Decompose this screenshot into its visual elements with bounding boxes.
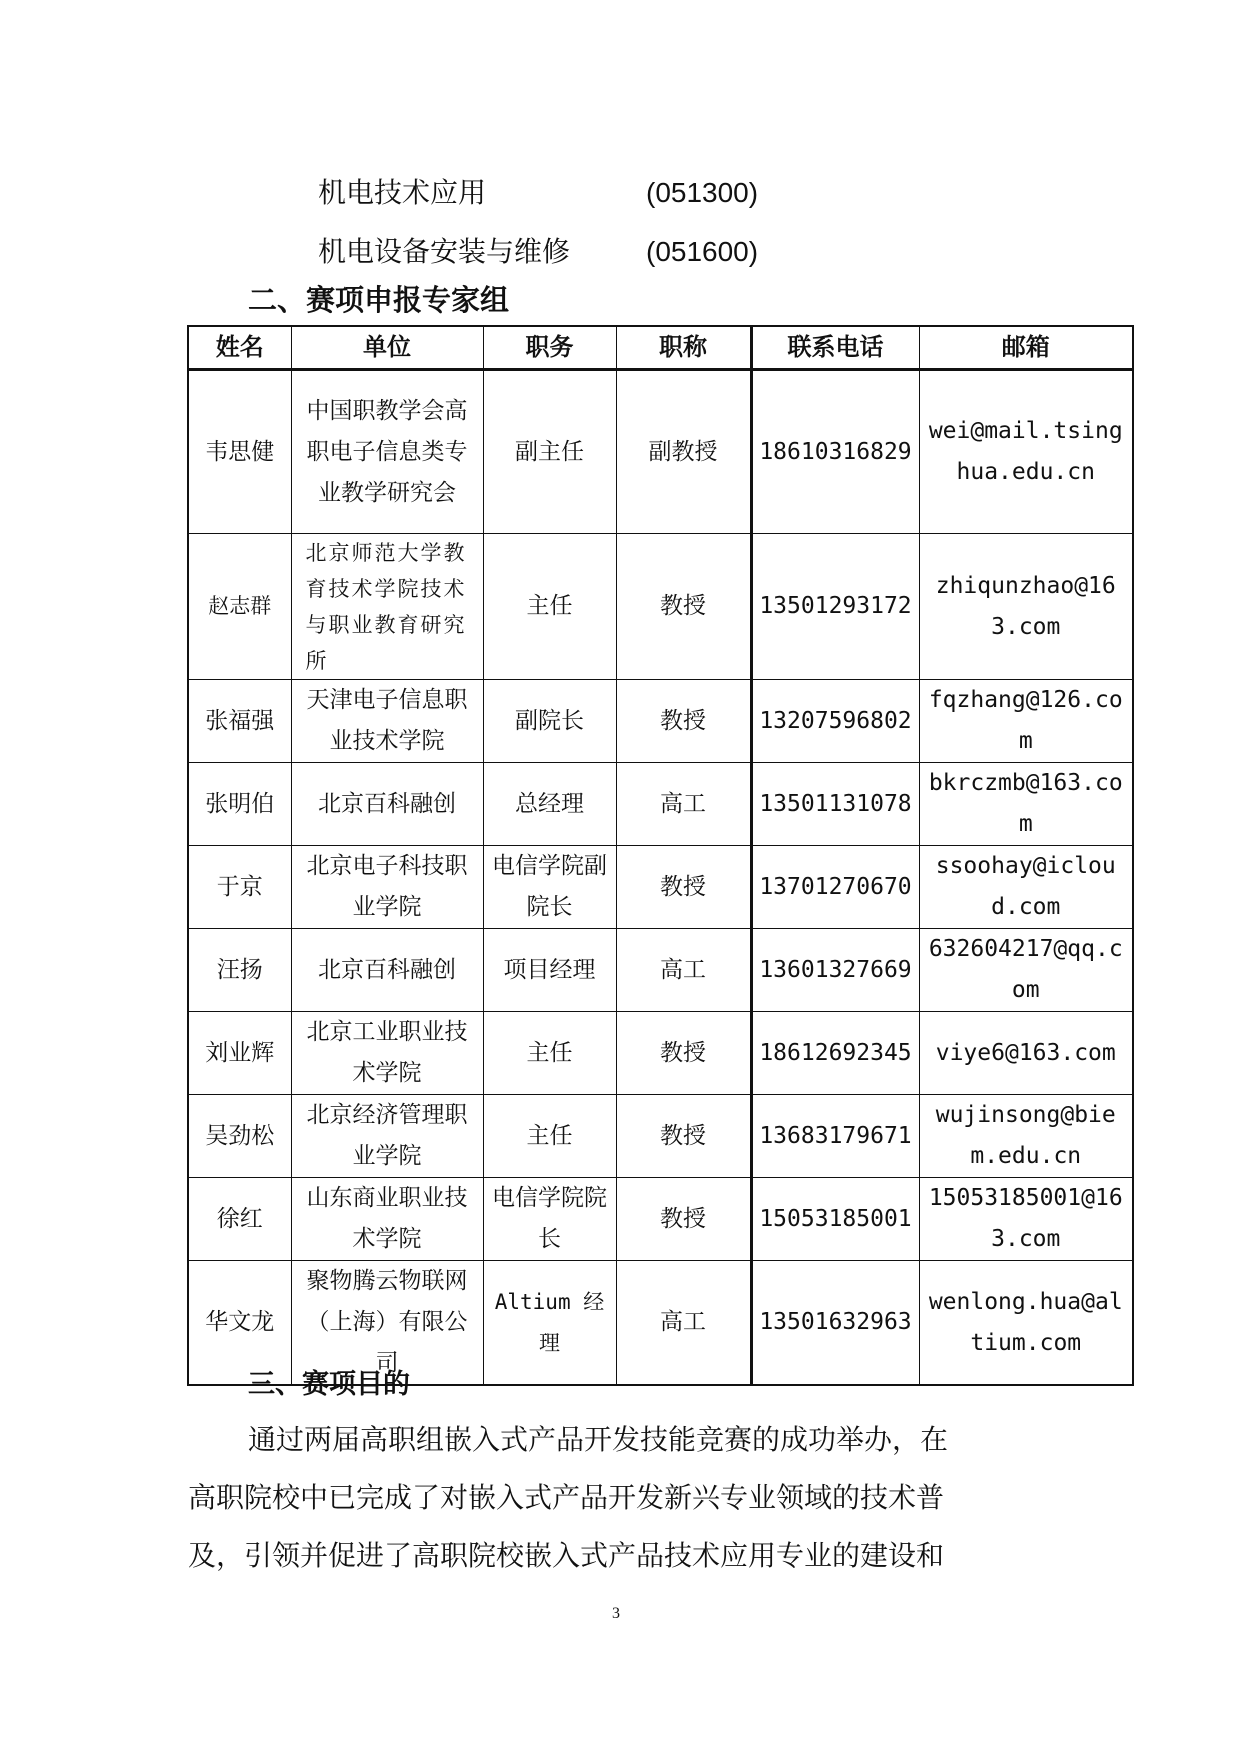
table-row [188, 929, 1133, 1012]
cell-unit: 天津电子信息职业技术学院 [291, 680, 483, 763]
cell-email: wenlong.hua@altium.com [919, 1261, 1133, 1386]
section-heading-expert-group: 二、赛项申报专家组 [248, 283, 510, 317]
cell-unit: 北京工业职业技术学院 [291, 1012, 483, 1095]
cell-email: 15053185001@163.com [919, 1178, 1133, 1261]
cell-email: wujinsong@biem.edu.cn [919, 1095, 1133, 1178]
cell-email: 632604217@qq.com [919, 929, 1133, 1012]
table-row [188, 1095, 1133, 1178]
cell-phone: 18610316829 [751, 370, 919, 534]
cell-name: 刘业辉 [188, 1012, 291, 1095]
cell-email: viye6@163.com [919, 1012, 1133, 1095]
cell-name: 于京 [188, 846, 291, 929]
column-header-name: 姓名 [188, 326, 291, 370]
table-row [188, 370, 1133, 534]
cell-email: wei@mail.tsinghua.edu.cn [919, 370, 1133, 534]
column-header-title: 职称 [616, 326, 751, 370]
paragraph-line: 通过两届高职组嵌入式产品开发技能竞赛的成功举办，在 [248, 1423, 949, 1456]
cell-name: 吴劲松 [188, 1095, 291, 1178]
cell-phone: 15053185001 [751, 1178, 919, 1261]
table-header-row [188, 326, 1133, 370]
cell-phone: 13683179671 [751, 1095, 919, 1178]
column-header-email: 邮箱 [919, 326, 1133, 370]
cell-title: 教授 [616, 846, 751, 929]
cell-title: 高工 [616, 1261, 751, 1386]
cell-position: 主任 [483, 1095, 616, 1178]
cell-position: 总经理 [483, 763, 616, 846]
cell-position: 电信学院院长 [483, 1178, 616, 1261]
page-number: 3 [612, 1605, 620, 1622]
major-code: (051300) [646, 177, 759, 208]
table-row [188, 763, 1133, 846]
cell-title: 高工 [616, 929, 751, 1012]
table-row [188, 1012, 1133, 1095]
column-header-unit: 单位 [291, 326, 483, 370]
cell-email: ssoohay@icloud.com [919, 846, 1133, 929]
cell-title: 副教授 [616, 370, 751, 534]
cell-name: 华文龙 [188, 1261, 291, 1386]
major-name: 机电技术应用 [318, 176, 487, 209]
table-row [188, 1178, 1133, 1261]
cell-title: 教授 [616, 680, 751, 763]
cell-position: 主任 [483, 534, 616, 680]
paragraph-line: 及，引领并促进了高职院校嵌入式产品技术应用专业的建设和 [188, 1539, 945, 1572]
cell-name: 韦思健 [188, 370, 291, 534]
cell-unit: 中国职教学会高职电子信息类专业教学研究会 [291, 370, 483, 534]
major-name: 机电设备安装与维修 [318, 235, 571, 268]
table-row [188, 680, 1133, 763]
section-heading-purpose: 三、赛项目的 [248, 1369, 410, 1400]
cell-phone: 13501131078 [751, 763, 919, 846]
cell-email: zhiqunzhao@163.com [919, 534, 1133, 680]
cell-unit: 聚物腾云物联网（上海）有限公司 [291, 1261, 483, 1386]
cell-unit: 北京经济管理职业学院 [291, 1095, 483, 1178]
cell-phone: 13207596802 [751, 680, 919, 763]
cell-position: 主任 [483, 1012, 616, 1095]
cell-unit: 山东商业职业技术学院 [291, 1178, 483, 1261]
cell-position: 副院长 [483, 680, 616, 763]
table-row [188, 846, 1133, 929]
cell-title: 高工 [616, 763, 751, 846]
cell-phone: 13501632963 [751, 1261, 919, 1386]
cell-phone: 13501293172 [751, 534, 919, 680]
cell-name: 赵志群 [188, 534, 291, 680]
cell-unit: 北京电子科技职业学院 [291, 846, 483, 929]
table-row [188, 534, 1133, 680]
cell-phone: 13701270670 [751, 846, 919, 929]
cell-email: bkrczmb@163.com [919, 763, 1133, 846]
cell-position: 电信学院副院长 [483, 846, 616, 929]
cell-email: fqzhang@126.com [919, 680, 1133, 763]
cell-unit: 北京师范大学教育技术学院技术与职业教育研究所 [291, 534, 483, 680]
column-header-position: 职务 [483, 326, 616, 370]
cell-position: 项目经理 [483, 929, 616, 1012]
cell-position: 副主任 [483, 370, 616, 534]
cell-title: 教授 [616, 1178, 751, 1261]
major-code: (051600) [646, 236, 759, 267]
expert-table [187, 325, 1134, 1386]
cell-phone: 13601327669 [751, 929, 919, 1012]
cell-position: Altium 经理 [483, 1261, 616, 1386]
cell-title: 教授 [616, 1095, 751, 1178]
cell-unit: 北京百科融创 [291, 763, 483, 846]
cell-phone: 18612692345 [751, 1012, 919, 1095]
cell-name: 徐红 [188, 1178, 291, 1261]
paragraph-line: 高职院校中已完成了对嵌入式产品开发新兴专业领域的技术普 [188, 1481, 945, 1514]
cell-unit: 北京百科融创 [291, 929, 483, 1012]
cell-title: 教授 [616, 534, 751, 680]
cell-name: 张福强 [188, 680, 291, 763]
cell-name: 张明伯 [188, 763, 291, 846]
column-header-phone: 联系电话 [751, 326, 919, 370]
cell-title: 教授 [616, 1012, 751, 1095]
cell-name: 汪扬 [188, 929, 291, 1012]
